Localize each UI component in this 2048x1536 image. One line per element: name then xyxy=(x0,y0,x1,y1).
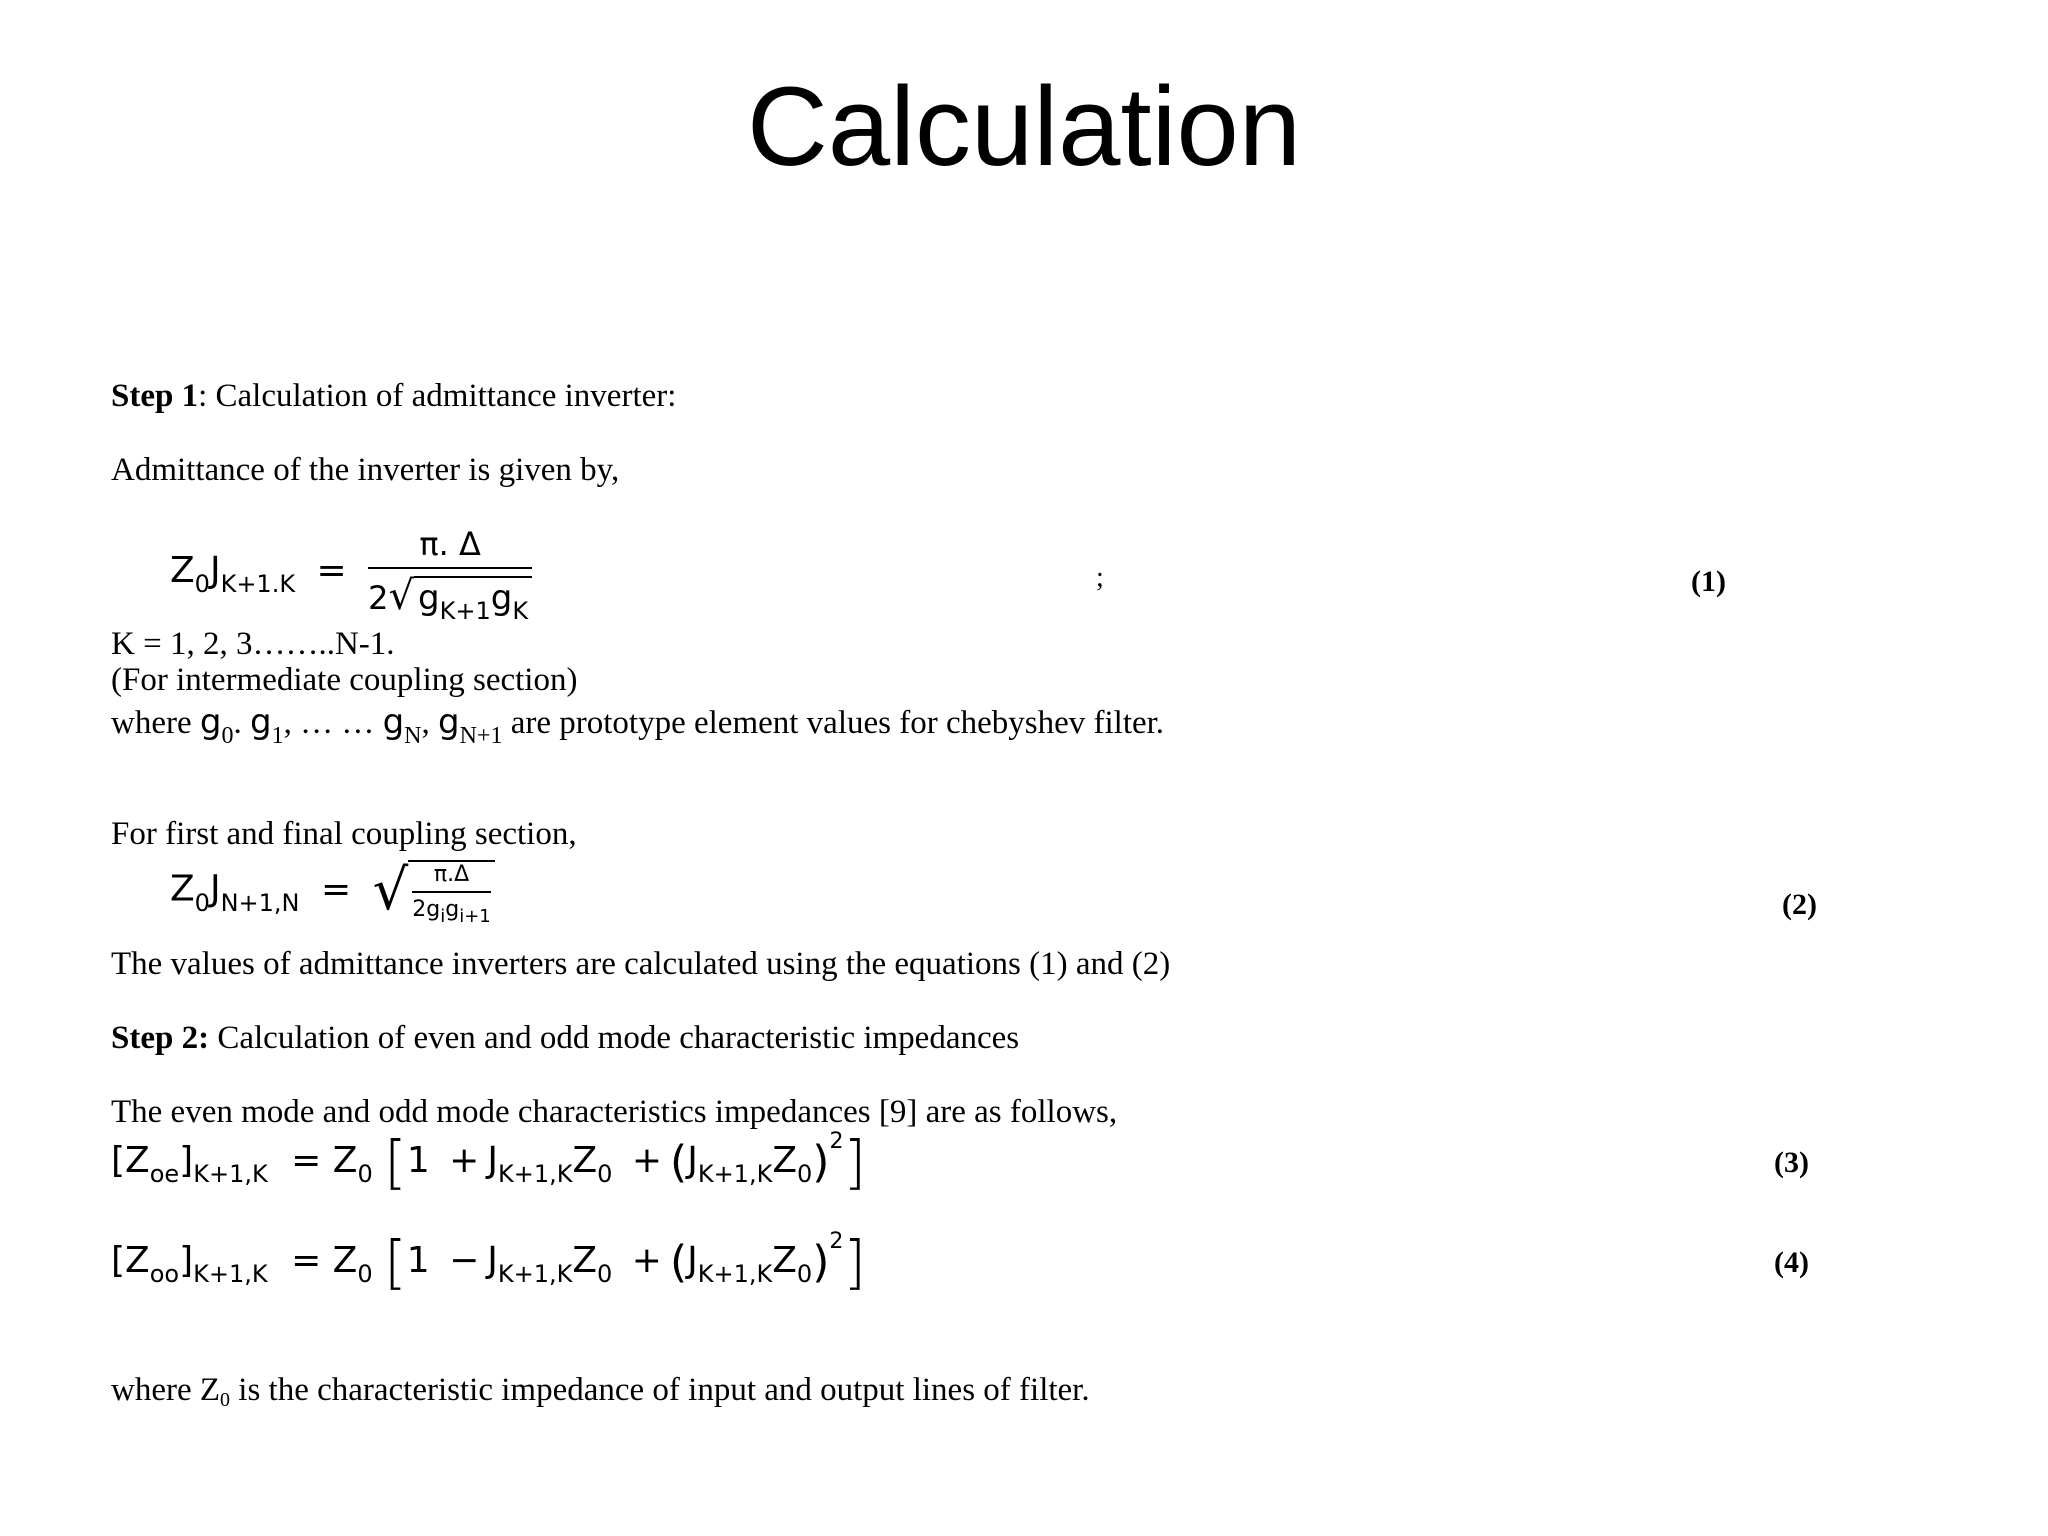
eq3-plus: + xyxy=(631,1140,663,1181)
eq2-fraction xyxy=(412,861,491,927)
eq4-exponent: 2 xyxy=(829,1229,844,1254)
modes-intro: The even mode and odd mode characteristics impedances [9] are as follows, xyxy=(111,1094,1118,1130)
eq3-rhs-sub: 0 xyxy=(357,1160,373,1188)
eq2-den-g: g xyxy=(445,896,460,922)
eq2-denominator xyxy=(412,893,491,927)
eq2-den-sub-i: i xyxy=(440,905,446,927)
step2-text: Calculation of even and odd mode characteristic impedances xyxy=(209,1020,1020,1056)
eq1-j: J xyxy=(209,550,221,591)
prototype-line xyxy=(111,702,1165,749)
eq1-g1: g xyxy=(418,578,440,618)
eq4-rhs: = Z xyxy=(291,1240,358,1281)
eq4-op: − xyxy=(449,1240,480,1281)
eq3-paren-open: ( xyxy=(670,1136,688,1188)
eq4-bracket-close: ] xyxy=(843,1228,866,1296)
eq4-lhs-sub: oo xyxy=(149,1260,180,1288)
final-note-before: where Z xyxy=(111,1372,221,1408)
equation-4 xyxy=(111,1228,866,1296)
eq4-z-sub: 0 xyxy=(597,1260,613,1288)
proto-gN1-sub: N+1 xyxy=(459,723,503,749)
slide-title: Calculation xyxy=(746,64,1302,189)
eq3-lhs-sub2: K+1,K xyxy=(193,1160,268,1188)
eq4-z2: Z xyxy=(772,1240,797,1281)
proto-after: are prototype element values for chebyshev filter. xyxy=(502,705,1165,741)
eq3-bracket-close: ] xyxy=(843,1128,867,1196)
eq4-j2: J xyxy=(687,1240,698,1281)
step2-label: Step 2: xyxy=(111,1020,210,1056)
eq4-lhs: [Z xyxy=(111,1240,150,1281)
equation-1 xyxy=(170,525,532,625)
eq3-exponent: 2 xyxy=(829,1129,844,1154)
eq1-denominator: 2√ $g_{K+1}g_K$ xyxy=(368,569,532,619)
eq1-radical xyxy=(414,576,532,625)
eq1-equals: = xyxy=(316,550,347,591)
eq3-z2: Z xyxy=(772,1140,797,1181)
eq4-plus: + xyxy=(631,1240,662,1281)
intermediate-note: (For intermediate coupling section) xyxy=(111,662,578,698)
eq2-radical xyxy=(408,860,495,927)
eq3-j2-sub: K+1,K xyxy=(697,1160,773,1188)
eq1-z: Z xyxy=(170,550,195,591)
eq4-j-sub: K+1,K xyxy=(497,1260,573,1288)
eq3-lhs-close: ] xyxy=(179,1140,194,1181)
eq2-j-sub: N+1,N xyxy=(220,888,300,917)
eq3-rhs: = Z xyxy=(291,1140,358,1181)
eq3-z: Z xyxy=(572,1140,598,1181)
first-final-note: For first and final coupling section, xyxy=(111,816,577,852)
proto-g1-sub: 1 xyxy=(271,723,284,749)
eq4-lhs-close: ] xyxy=(179,1240,194,1281)
proto-before: where xyxy=(111,705,200,741)
eq2-z-sub: 0 xyxy=(194,888,210,917)
proto-sep: . xyxy=(233,705,250,741)
eq3-paren-close: ) xyxy=(812,1136,830,1188)
final-note-after: is the characteristic impedance of input and output lines of filter. xyxy=(230,1372,1090,1408)
eq4-z2-sub: 0 xyxy=(796,1260,813,1288)
eq2-den-2g: 2g xyxy=(412,896,441,922)
eq2-numerator: π.Δ xyxy=(412,862,491,893)
proto-gN-sub: N xyxy=(404,723,422,749)
eq3-z2-sub: 0 xyxy=(796,1160,813,1188)
eq4-number: (4) xyxy=(1774,1246,1809,1279)
k-range: K = 1, 2, 3……..N-1. xyxy=(111,626,395,662)
eq2-equals: = xyxy=(320,868,352,910)
eq3-bracket-open: [ xyxy=(384,1128,407,1196)
eq4-j2-sub: K+1,K xyxy=(697,1260,773,1288)
eq1-den-coef: 2 xyxy=(368,579,389,617)
final-note-sub: 0 xyxy=(220,1389,231,1411)
eq1-g2: g xyxy=(490,578,513,618)
eq3-j2: J xyxy=(687,1140,698,1181)
step1-label: Step 1 xyxy=(111,378,199,414)
eq1-g1-sub: K+1 xyxy=(439,597,491,625)
values-note: The values of admittance inverters are calculated using the equations (1) and (2) xyxy=(111,946,1171,982)
eq2-den-sub-i1: i+1 xyxy=(459,905,491,927)
eq4-paren-open: ( xyxy=(669,1236,688,1288)
eq4-rhs-sub: 0 xyxy=(357,1260,373,1288)
proto-g0-sub: 0 xyxy=(221,723,234,749)
eq4-lhs-sub2: K+1,K xyxy=(193,1260,268,1288)
eq4-one: 1 xyxy=(406,1240,430,1281)
step1-text: : Calculation of admittance inverter: xyxy=(198,378,677,414)
eq2-z: Z xyxy=(170,868,195,910)
eq1-j-sub: K+1.K xyxy=(220,570,296,598)
eq4-bracket-open: [ xyxy=(384,1228,407,1296)
proto-ellipsis: , … … xyxy=(283,705,383,741)
eq3-one: 1 xyxy=(406,1140,430,1181)
eq3-lhs: [Z xyxy=(111,1140,150,1181)
equation-2: $Z_0J_{N+1,N}$ = √ $\frac{\pi.\Delta}{2g_ig_{i+1}}$ xyxy=(170,858,495,923)
final-note xyxy=(111,1370,1090,1414)
proto-g1: g xyxy=(249,702,272,742)
eq3-j-sub: K+1,K xyxy=(497,1160,573,1188)
eq2-number: (2) xyxy=(1782,888,1817,921)
eq4-z: Z xyxy=(572,1240,598,1281)
step1-heading xyxy=(111,376,676,416)
eq3-number: (3) xyxy=(1774,1146,1809,1179)
eq3-z-sub: 0 xyxy=(597,1160,613,1188)
eq2-j: J xyxy=(209,868,221,910)
eq3-j: J xyxy=(487,1140,498,1181)
admittance-intro: Admittance of the inverter is given by, xyxy=(111,452,620,488)
proto-gN1: g xyxy=(438,702,460,742)
eq1-g2-sub: K xyxy=(512,597,529,625)
eq4-j: J xyxy=(487,1240,498,1281)
eq4-paren-close: ) xyxy=(812,1236,830,1288)
eq1-z-sub: 0 xyxy=(194,570,210,598)
proto-g0: g xyxy=(199,702,222,742)
proto-gN: g xyxy=(382,702,405,742)
eq1-fraction xyxy=(368,525,532,625)
eq1-number: (1) xyxy=(1691,565,1726,598)
proto-comma: , xyxy=(421,705,438,741)
step2-heading xyxy=(111,1018,1019,1058)
equation-3 xyxy=(111,1128,866,1196)
eq3-lhs-sub: oe xyxy=(149,1160,180,1188)
eq1-numerator: π. Δ xyxy=(368,525,532,569)
eq1-semicolon: ; xyxy=(1096,562,1104,593)
eq3-op: + xyxy=(449,1140,480,1181)
